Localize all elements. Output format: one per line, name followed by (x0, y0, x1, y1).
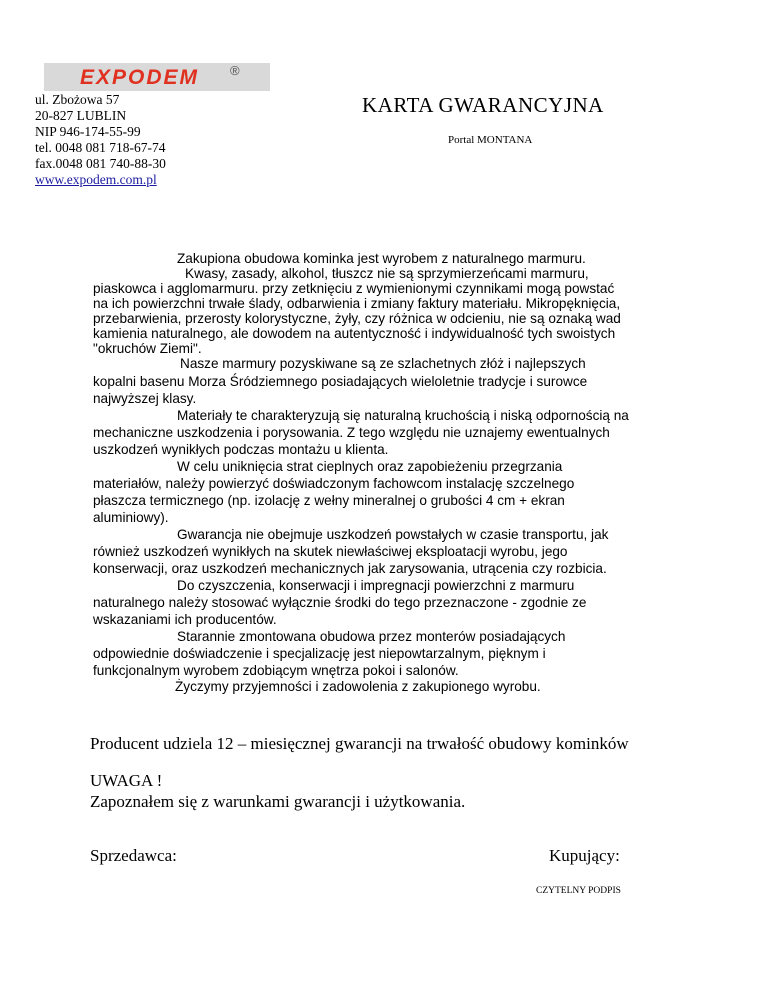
body-line: odpowiednie doświadczenie i specjalizację jest niepowtarzalnym, pięknym i (93, 646, 546, 661)
body-line: najwyższej klasy. (93, 391, 197, 406)
body-line: również uszkodzeń wynikłych na skutek niewłaściwej eksploatacji wyrobu, jego (93, 544, 568, 559)
page-title: KARTA GWARANCYJNA (362, 93, 604, 117)
body-line: wskazaniami ich producentów. (93, 612, 277, 627)
warning-title: UWAGA ! (90, 771, 163, 790)
body-line: "okruchów Ziemi". (93, 341, 202, 356)
product-name: Portal MONTANA (448, 134, 533, 146)
seller-label: Sprzedawca: (90, 846, 177, 865)
address-city: 20-827 LUBLIN (35, 108, 127, 123)
body-line: mechaniczne uszkodzenia i porysowania. Z tego względu nie uznajemy ewentualnych (93, 425, 610, 440)
body-line: kamienia naturalnego, ale dowodem na autentyczność i indywidualność tych swoistych (93, 326, 616, 341)
website-link[interactable]: www.expodem.com.pl (35, 172, 157, 187)
body-line: aluminiowy). (93, 510, 169, 525)
body-line: Nasze marmury pozyskiwane są ze szlachetnych złóż i najlepszych (180, 356, 586, 371)
body-line: materiałów, należy powierzyć doświadczonym fachowcom instalację szczelnego (93, 476, 575, 491)
body-line: uszkodzeń wynikłych podczas montażu u klienta. (93, 442, 389, 457)
warning-text: Zapoznałem się z warunkami gwarancji i użytkowania. (90, 792, 466, 811)
signature-caption: CZYTELNY PODPIS (536, 886, 621, 896)
buyer-label: Kupujący: (549, 846, 620, 865)
body-line: Do czyszczenia, konserwacji i impregnacji powierzchni z marmuru (177, 578, 575, 593)
body-line: funkcjonalnym wyrobem zdobiącym wnętrza pokoi i salonów. (93, 663, 459, 678)
body-line: naturalnego należy stosować wyłącznie środki do tego przeznaczone - zgodnie ze (93, 595, 587, 610)
registered-mark: ® (230, 63, 240, 78)
body-line: konserwacji, oraz uszkodzeń mechanicznych jak zarysowania, utrącenia czy rozbicia. (93, 561, 607, 576)
body-line: płaszcza termicznego (np. izolację z wełny mineralnej o grubości 4 cm + ekran (93, 493, 565, 508)
body-line: Materiały te charakteryzują się naturalną kruchością i niską odpornością na (177, 408, 629, 423)
address-street: ul. Zbożowa 57 (35, 92, 120, 107)
body-line: przebarwienia, przerosty kolorystyczne, żyły, czy różnica w odcieniu, nie są oznaką wad (93, 311, 621, 326)
wish-text: Życzymy przyjemności i zadowolenia z zakupionego wyrobu. (175, 679, 541, 694)
body-line: Kwasy, zasady, alkohol, tłuszcz nie są sprzymierzeńcami marmuru, (185, 266, 589, 281)
warranty-period-text: Producent udziela 12 – miesięcznej gwarancji na trwałość obudowy kominków (90, 734, 629, 753)
body-line: kopalni basenu Morza Śródziemnego posiadających wieloletnie tradycje i surowce (93, 374, 588, 389)
body-line: W celu uniknięcia strat cieplnych oraz zapobieżeniu przegrzania (177, 459, 563, 474)
company-logo: EXPODEM (80, 66, 200, 89)
body-line: Zakupiona obudowa kominka jest wyrobem z naturalnego marmuru. (177, 251, 586, 266)
address-fax: fax.0048 081 740-88-30 (35, 156, 166, 171)
address-nip: NIP 946-174-55-99 (35, 124, 141, 139)
company-address (35, 92, 166, 188)
body-line: Gwarancja nie obejmuje uszkodzeń powstałych w czasie transportu, jak (177, 527, 609, 542)
body-line: Starannie zmontowana obudowa przez monterów posiadających (177, 629, 566, 644)
address-tel: tel. 0048 081 718-67-74 (35, 140, 166, 155)
body-line: piaskowca i agglomarmuru. przy zetknięciu z wymienionymi czynnikami mogą powstać (93, 281, 615, 296)
body-line: na ich powierzchni trwałe ślady, odbarwienia i zmiany faktury materiału. Mikropęknięcia, (93, 296, 621, 311)
